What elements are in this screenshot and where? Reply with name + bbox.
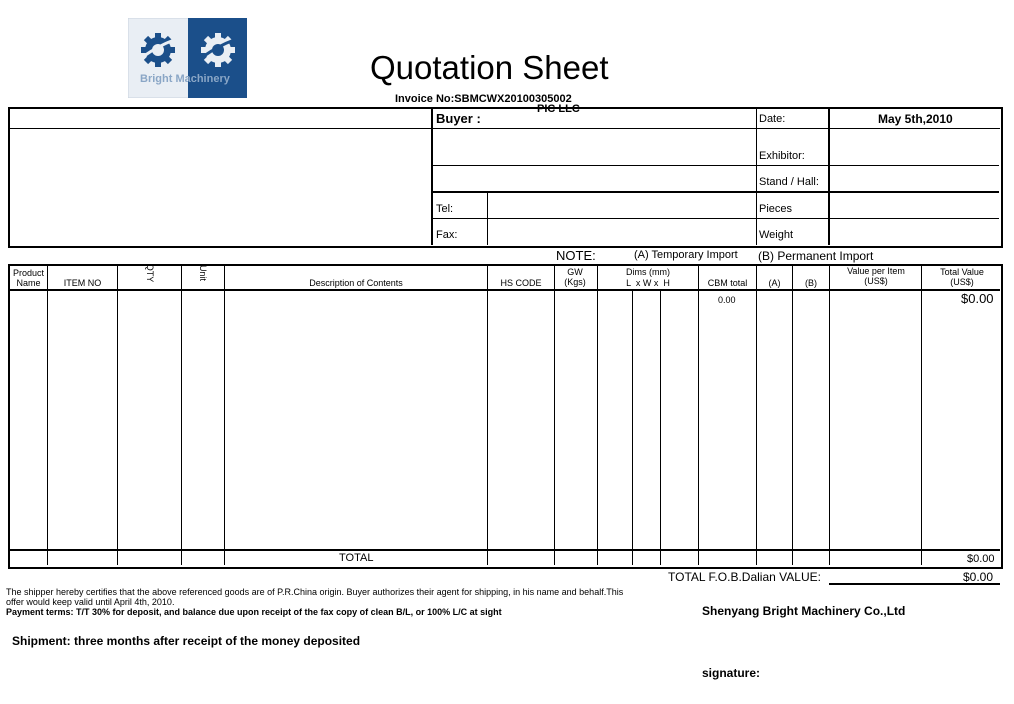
note-permanent-import: (B) Permanent Import bbox=[758, 249, 874, 263]
pieces-label: Pieces bbox=[759, 203, 793, 215]
header-total-value: Total Value (US$) bbox=[940, 267, 984, 287]
fob-value: $0.00 bbox=[963, 570, 994, 584]
payment-terms: Payment terms: T/T 30% for deposit, and balance due upon receipt of the fax copy of clean B/L, or 100% L/C at sight bbox=[6, 607, 502, 617]
column-line bbox=[792, 265, 793, 565]
page-title: Quotation Sheet bbox=[370, 49, 609, 86]
svg-text:Bright Machinery: Bright Machinery bbox=[140, 73, 230, 85]
divider bbox=[432, 191, 999, 193]
exhibitor-label: Exhibitor: bbox=[759, 150, 805, 162]
fob-underline bbox=[829, 583, 1000, 585]
invoice-number: Invoice No:SBMCWX20100305002 bbox=[395, 93, 572, 105]
divider bbox=[487, 192, 488, 245]
shipment-terms: Shipment: three months after receipt of the money deposited bbox=[12, 634, 361, 648]
column-line bbox=[829, 265, 830, 565]
divider bbox=[432, 165, 999, 166]
header-hs-code: HS CODE bbox=[500, 278, 542, 288]
header-value-per-item: Value per Item (US$) bbox=[847, 266, 905, 286]
column-line bbox=[554, 265, 555, 565]
table-total-divider bbox=[9, 549, 1000, 551]
column-line bbox=[181, 265, 182, 565]
header-cbm-total: CBM total bbox=[707, 278, 748, 288]
fax-label: Fax: bbox=[436, 229, 458, 241]
total-label: TOTAL bbox=[339, 552, 374, 564]
column-line bbox=[921, 265, 922, 565]
fob-label: TOTAL F.O.B.Dalian VALUE: bbox=[668, 570, 821, 584]
header-qty: QTY bbox=[145, 263, 155, 283]
header-unit: Unit bbox=[198, 264, 208, 281]
tel-label: Tel: bbox=[436, 203, 454, 215]
weight-label: Weight bbox=[759, 229, 794, 241]
column-line bbox=[47, 265, 48, 565]
cbm-total-value: 0.00 bbox=[718, 295, 736, 305]
note-label: NOTE: bbox=[556, 248, 596, 263]
header-gw: GW (Kgs) bbox=[564, 267, 586, 287]
company-logo bbox=[128, 18, 247, 98]
company-name: Shenyang Bright Machinery Co.,Ltd bbox=[702, 604, 906, 618]
certification-line-2: offer would keep valid until April 4th, 2010. bbox=[6, 597, 175, 607]
column-line bbox=[756, 265, 757, 565]
column-line bbox=[224, 265, 225, 565]
header-dims-sub: L x W x H bbox=[626, 278, 670, 288]
column-line bbox=[660, 289, 661, 565]
date-label: Date: bbox=[759, 113, 786, 125]
header-product-name: Product Name bbox=[12, 268, 45, 288]
column-line bbox=[117, 265, 118, 565]
divider bbox=[432, 218, 999, 219]
column-line bbox=[698, 265, 699, 565]
header-a: (A) bbox=[768, 278, 781, 288]
bright-machinery-logo-graphic bbox=[128, 18, 247, 98]
header-description: Description of Contents bbox=[309, 278, 403, 288]
column-line bbox=[597, 265, 598, 565]
buyer-label: Buyer : bbox=[436, 111, 481, 126]
buyer-name: PIC LLC bbox=[537, 103, 580, 115]
column-line bbox=[632, 289, 633, 565]
total-value-row1: $0.00 bbox=[961, 291, 994, 306]
stand-hall-label: Stand / Hall: bbox=[759, 176, 819, 188]
total-value: $0.00 bbox=[967, 553, 995, 565]
table-header-divider bbox=[9, 289, 1000, 291]
column-line bbox=[487, 265, 488, 565]
certification-line-1: The shipper hereby certifies that the above referenced goods are of P.R.China origin. Buyer authorizes their agent for shipping, in his name and behalf.This bbox=[6, 587, 624, 597]
header-b: (B) bbox=[805, 278, 817, 288]
header-dims: Dims (mm) bbox=[626, 267, 670, 277]
note-temporary-import: (A) Temporary Import bbox=[634, 249, 738, 261]
header-item-no: ITEM NO bbox=[63, 278, 102, 288]
items-table bbox=[8, 264, 1003, 569]
date-value: May 5th,2010 bbox=[878, 112, 953, 126]
divider bbox=[9, 128, 1000, 129]
signature-label: signature: bbox=[702, 666, 761, 680]
